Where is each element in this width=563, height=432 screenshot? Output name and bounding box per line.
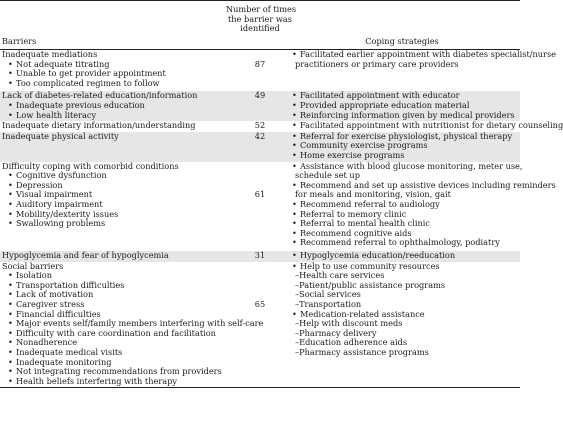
barrier-item: • Swallowing problems	[2, 219, 224, 229]
strategy-cell	[286, 120, 563, 131]
strategy-cell	[286, 262, 518, 358]
strategy-item: • Assistance with blood glucose monitoring, meter use,	[286, 162, 518, 172]
barrier-cell	[2, 251, 224, 261]
strategy-item: • Recommend and set up assistive devices including reminders	[286, 181, 518, 191]
barrier-item: • Auditory impairment	[2, 200, 224, 210]
table-row	[0, 91, 520, 121]
barrier-count: 49	[254, 90, 266, 101]
strategy-item: • Provided appropriate education material	[286, 101, 518, 111]
strategy-item: • Recommend cognitive aids	[286, 229, 518, 239]
strategy-item: • Referral to mental health clinic	[286, 219, 518, 229]
strategy-item: • Reinforcing information given by medical providers	[286, 111, 518, 121]
barrier-item: • Mobility/dexterity issues	[2, 210, 224, 220]
table-header	[0, 0, 520, 50]
strategy-item: –Health care services	[295, 270, 385, 281]
barrier-title: Difficulty coping with comorbid conditions	[2, 160, 179, 171]
strategy-item: • Recommend referral to ophthalmology, podiatry	[286, 238, 518, 248]
barrier-count: 52	[254, 120, 266, 131]
barrier-item: • Health beliefs interfering with therapy	[2, 377, 224, 387]
table-row	[0, 251, 520, 262]
strategy-cell	[286, 160, 556, 248]
barrier-cell	[2, 162, 224, 229]
barrier-item: • Visual impairment	[2, 190, 224, 200]
table-row	[0, 49, 557, 91]
header-count-line: identified	[240, 23, 280, 34]
strategy-item: –Pharmacy assistance programs	[295, 346, 429, 357]
barrier-count: 65	[254, 298, 266, 309]
barrier-count: 61	[254, 189, 266, 200]
strategy-item: • Facilitated appointment with nutritionist for dietary counseling	[286, 121, 518, 131]
barrier-item: • Lack of motivation	[2, 290, 224, 300]
barrier-title: Inadequate mediations	[2, 49, 98, 59]
strategy-item: • Community exercise programs	[286, 141, 518, 151]
barrier-item: • Inadequate monitoring	[2, 358, 224, 368]
barrier-item: • Financial difficulties	[2, 310, 224, 320]
barrier-item: • Caregiver stress	[2, 300, 224, 310]
strategy-item: –Pharmacy delivery	[295, 327, 377, 338]
strategy-cell	[286, 251, 518, 261]
strategy-item: schedule set up	[295, 170, 360, 181]
barrier-item: • Inadequate previous education	[2, 101, 224, 111]
barrier-title: Social barriers	[2, 260, 64, 271]
barrier-item: • Cognitive dysfunction	[2, 171, 224, 181]
strategy-item: • Home exercise programs	[286, 151, 518, 161]
barrier-item: • Major events self/family members interfering with self-care	[2, 319, 224, 329]
strategy-item: • Hypoglycemia education/reeducation	[286, 251, 518, 261]
strategy-item: • Facilitated earlier appointment with diabetes specialist/nurse	[286, 50, 518, 60]
barrier-item: • Nonadherence	[2, 338, 224, 348]
strategy-item: • Help to use community resources	[286, 262, 518, 272]
barrier-title: Inadequate dietary information/understanding	[2, 120, 196, 131]
strategy-cell	[286, 91, 518, 120]
barrier-cell	[2, 132, 224, 142]
barrier-title: Hypoglycemia and fear of hypoglycemia	[2, 249, 169, 260]
barrier-item: • Low health literacy	[2, 111, 224, 121]
strategy-cell	[286, 49, 557, 69]
barrier-title: Lack of diabetes-related education/information	[2, 90, 198, 101]
header-strategies: Coping strategies	[365, 36, 439, 46]
barrier-item: • Difficulty with care coordination and facilitation	[2, 329, 224, 339]
strategy-item: • Facilitated appointment with educator	[286, 91, 518, 101]
strategy-item: –Help with discount meds	[295, 318, 403, 329]
barrier-count: 31	[254, 249, 266, 260]
header-barriers: Barriers	[2, 36, 37, 46]
barrier-cell	[2, 50, 224, 88]
barrier-count: 87	[254, 58, 266, 69]
strategy-item: –Transportation	[295, 298, 362, 309]
barrier-item: • Isolation	[2, 271, 224, 281]
table-row	[0, 132, 520, 162]
barrier-count: 42	[254, 130, 266, 141]
barrier-item: • Too complicated regimen to follow	[2, 79, 224, 89]
table-row	[0, 160, 556, 251]
header-count-line: Number of times	[226, 4, 297, 14]
strategy-cell	[286, 132, 518, 161]
barrier-item: • Unable to get provider appointment	[2, 69, 224, 79]
strategy-item: practitioners or primary care providers	[295, 58, 459, 69]
barrier-item: • Not adequate titrating	[2, 60, 224, 70]
strategy-item: –Social services	[295, 289, 361, 300]
header-count-line: the barrier was	[227, 13, 293, 24]
table-body	[0, 49, 563, 388]
barrier-item: • Transportation difficulties	[2, 281, 224, 291]
barrier-cell	[2, 121, 224, 131]
barrier-item: • Depression	[2, 181, 224, 191]
strategy-item: for meals and monitoring, vision, gait	[295, 189, 451, 200]
barrier-item: • Inadequate medical visits	[2, 348, 224, 358]
strategy-item: –Education adherence aids	[295, 337, 408, 348]
strategy-item: • Referral for exercise physiologist, physical therapy	[286, 132, 518, 142]
strategy-item: • Recommend referral to audiology	[286, 200, 518, 210]
barrier-cell	[2, 91, 224, 120]
strategy-item: • Medication-related assistance	[286, 310, 518, 320]
strategy-item: –Patient/public assistance programs	[295, 279, 446, 290]
header-count	[226, 4, 297, 34]
strategy-item: • Referral to memory clinic	[286, 210, 518, 220]
barrier-item: • Not integrating recommendations from providers	[2, 367, 224, 377]
barrier-title: Inadequate physical activity	[2, 130, 119, 141]
table-row	[0, 262, 520, 389]
